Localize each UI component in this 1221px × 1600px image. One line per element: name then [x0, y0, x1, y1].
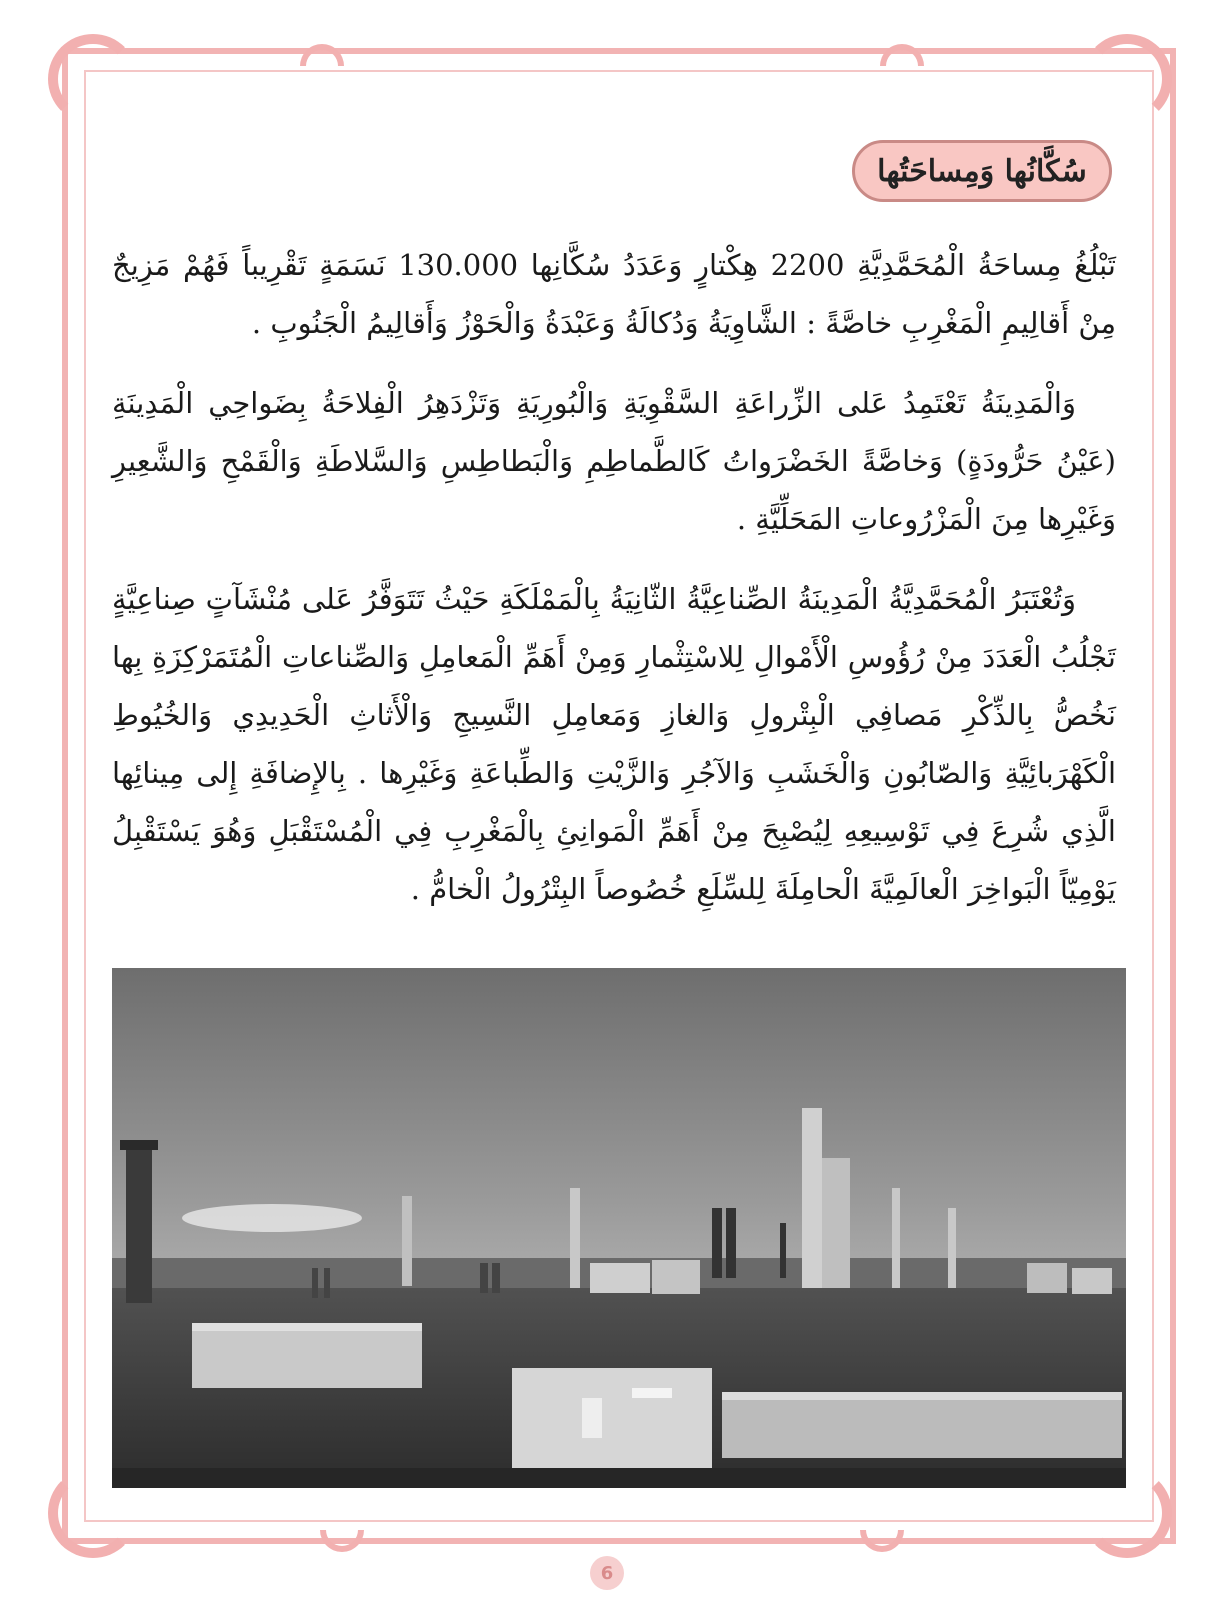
page-number: 6 [590, 1556, 624, 1590]
paragraph: تَبْلُغُ مِساحَةُ الْمُحَمَّدِيَّةِ 2200 هِكْتارٍ وَعَدَدُ سُكَّانِها 130.000 نَسَمَةٍ تَقْرِيباً فَهُمْ مَزِيجٌ مِنْ أَقالِيمِ الْمَغْرِبِ خاصَّةً : الشَّاوِيَةُ وَدُكالَةُ وَعَبْدَةُ وَالْحَوْزُ وَأَقالِيمُ الْجَنُوبِ . [112, 248, 1116, 340]
border-scroll-ornament [320, 1530, 364, 1552]
paragraph: وَتُعْتَبَرُ الْمُحَمَّدِيَّةُ الْمَدِينَةُ الصِّناعِيَّةُ الثّانِيَةُ بِالْمَمْلَكَةِ حَيْثُ تَتَوَفَّرُ عَلى مُنْشَآتٍ صِناعِيَّةٍ تَجْلُبُ الْعَدَدَ مِنْ رُؤُوسِ الْأَمْوالِ لِلاسْتِثْمارِ وَمِنْ أَهَمِّ الْمَعامِلِ وَالصِّناعاتِ الْمُتَمَرْكِزَةِ بِها نَخُصُّ بِالذِّكْرِ مَصافِي الْبِتْرولِ وَالغازِ وَمَعامِلِ النَّسِيجِ وَالْأَثاثِ الْحَدِيدِي وَالخُيُوطِ الْكَهْرَبائِيَّةِ وَالصّابُونِ وَالْخَشَبِ وَالآجُرِ وَالزَّيْتِ وَالطِّباعَةِ وَغَيْرِها . بِالإِضافَةِ إِلى مِينائِها الَّذِي شُرِعَ فِي تَوْسِيعِهِ لِيُصْبِحَ مِنْ أَهَمِّ الْمَوانِئِ بِالْمَغْرِبِ فِي الْمُسْتَقْبَلِ وَهُوَ يَسْتَقْبِلُ يَوْمِيّاً الْبَواخِرَ الْعالَمِيَّةَ الْحامِلَةَ لِلسِّلَعِ خُصُوصاً البِتْرُولُ الْخامُّ . [112, 582, 1116, 906]
refinery-photo [112, 968, 1126, 1488]
refinery-photo-illustration [112, 968, 1126, 1488]
section-title-badge [852, 140, 1112, 202]
paragraph: وَالْمَدِينَةُ تَعْتَمِدُ عَلى الزِّراعَةِ السَّقْوِيَةِ وَالْبُورِيَةِ وَتَزْدَهِرُ الْفِلاحَةُ بِضَواحِي الْمَدِينَةِ (عَيْنُ حَرُّودَةٍ) وَخاصَّةً الخَضْرَواتُ كَالطَّماطِمِ وَالْبَطاطِسِ وَالسَّلاطَةِ وَالْقَمْحِ وَالشَّعِيرِ وَغَيْرِها مِنَ الْمَزْرُوعاتِ المَحَلِّيَّةِ . [112, 386, 1116, 536]
border-scroll-ornament [860, 1530, 904, 1552]
corner-ornament-top-right [1082, 34, 1172, 124]
corner-ornament-top-left [48, 34, 138, 124]
article-body [112, 236, 1116, 940]
section-title: سُكَّانُها وَمِساحَتُها [877, 153, 1087, 189]
